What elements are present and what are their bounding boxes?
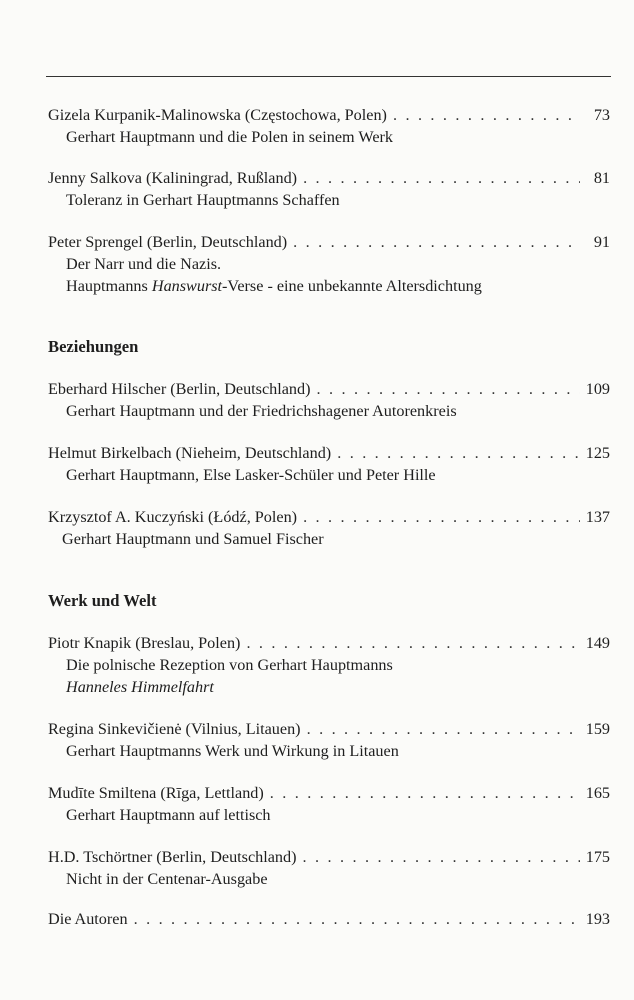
entry-author: Gizela Kurpanik-Malinowska (Częstochowa, Polen)	[48, 106, 387, 124]
toc-entry-birkelbach	[48, 442, 610, 486]
entry-title: Gerhart Hauptmann auf lettisch	[66, 806, 271, 824]
leader-dots	[303, 167, 580, 189]
entry-page-number: 159	[585, 720, 610, 738]
entry-title-italic: Hanneles Himmelfahrt	[66, 678, 214, 696]
leader-dots	[307, 718, 580, 740]
entry-author: Eberhard Hilscher (Berlin, Deutschland)	[48, 380, 311, 398]
leader-dots	[317, 378, 580, 400]
entry-author: Piotr Knapik (Breslau, Polen)	[48, 634, 241, 652]
entry-title: Gerhart Hauptmann, Else Lasker-Schüler und Peter Hille	[66, 466, 436, 484]
leader-dots	[303, 846, 580, 868]
entry-page-number: 165	[585, 784, 610, 802]
entry-page-number: 91	[593, 233, 610, 251]
entry-author: Die Autoren	[48, 910, 128, 928]
entry-author: H.D. Tschörtner (Berlin, Deutschland)	[48, 848, 297, 866]
section-heading-beziehungen: Beziehungen	[48, 337, 139, 356]
toc-entry-kurpanik	[48, 104, 610, 148]
toc-entry-autoren	[48, 908, 610, 930]
entry-author: Helmut Birkelbach (Nieheim, Deutschland)	[48, 444, 332, 462]
entry-title: Die polnische Rezeption von Gerhart Hauptmanns	[66, 656, 393, 674]
entry-title: Gerhart Hauptmann und der Friedrichshagener Autorenkreis	[66, 402, 457, 420]
entry-title: Nicht in der Centenar-Ausgabe	[66, 870, 268, 888]
toc-entry-sprengel	[48, 231, 610, 297]
leader-dots	[134, 908, 580, 930]
entry-author: Regina Sinkevičienė (Vilnius, Litauen)	[48, 720, 301, 738]
toc-entry-salkova	[48, 167, 610, 211]
entry-title: Gerhart Hauptmann und Samuel Fischer	[62, 530, 324, 548]
entry-title: Gerhart Hauptmann und die Polen in seinem Werk	[66, 128, 394, 146]
entry-author: Jenny Salkova (Kaliningrad, Rußland)	[48, 169, 298, 187]
entry-title: Toleranz in Gerhart Hauptmanns Schaffen	[66, 191, 340, 209]
leader-dots	[393, 104, 580, 126]
toc-entry-kuczynski	[48, 506, 610, 550]
entry-page-number: 149	[585, 634, 610, 652]
entry-author: Mudīte Smiltena (Rīga, Lettland)	[48, 784, 264, 802]
entry-page-number: 137	[585, 508, 610, 526]
toc-entry-tschoertner	[48, 846, 610, 890]
entry-title-line-2: Hauptmanns Hanswurst-Verse - eine unbekannte Altersdichtung	[66, 277, 482, 295]
toc-entry-hilscher	[48, 378, 610, 422]
section-heading-werk-und-welt: Werk und Welt	[48, 591, 157, 610]
leader-dots	[246, 632, 580, 654]
entry-page-number: 109	[585, 380, 610, 398]
leader-dots	[337, 442, 580, 464]
leader-dots	[270, 782, 580, 804]
toc-entry-knapik	[48, 632, 610, 698]
entry-page-number: 73	[593, 106, 610, 124]
leader-dots	[303, 506, 580, 528]
entry-title: Der Narr und die Nazis.	[66, 255, 222, 273]
toc-entry-sinkeviciene	[48, 718, 610, 762]
entry-page-number: 81	[593, 169, 610, 187]
entry-title: Gerhart Hauptmanns Werk und Wirkung in Litauen	[66, 742, 399, 760]
entry-page-number: 175	[585, 848, 610, 866]
entry-page-number: 193	[585, 910, 610, 928]
entry-author: Krzysztof A. Kuczyński (Łódź, Polen)	[48, 508, 298, 526]
entry-page-number: 125	[585, 444, 610, 462]
leader-dots	[293, 231, 580, 253]
toc-entry-smiltena	[48, 782, 610, 826]
entry-author: Peter Sprengel (Berlin, Deutschland)	[48, 233, 288, 251]
